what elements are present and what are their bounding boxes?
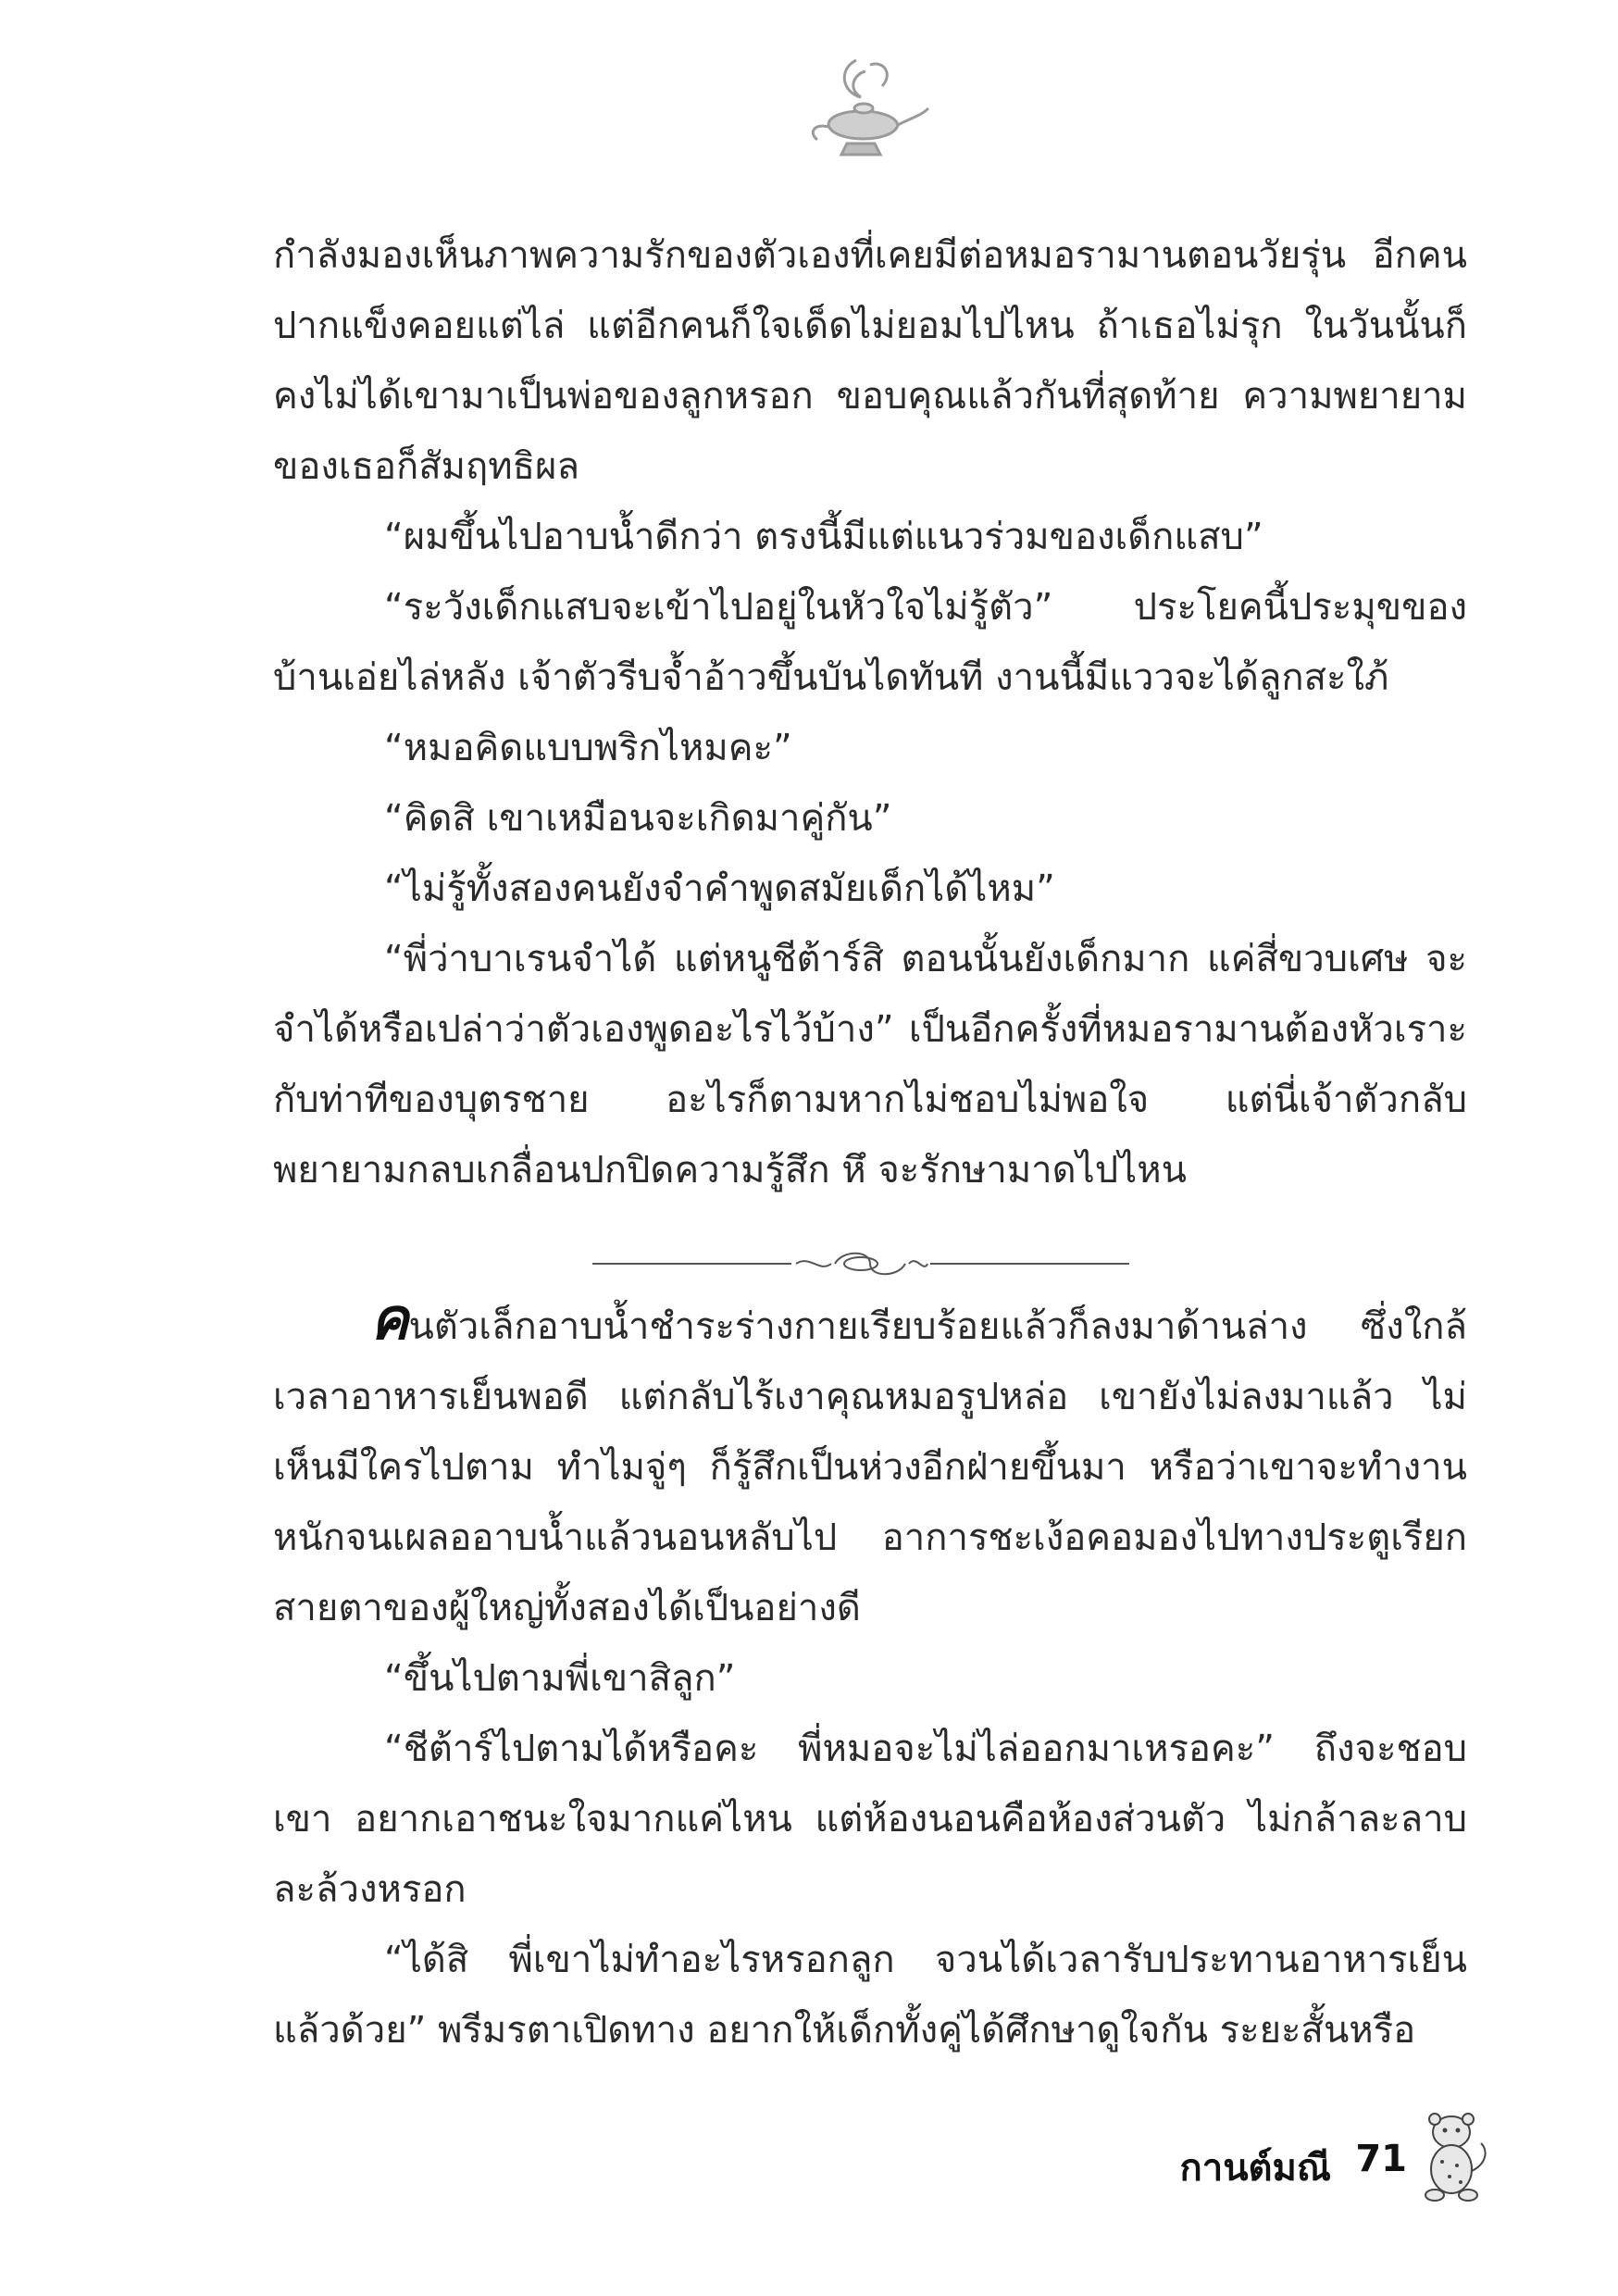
text-block-top bbox=[273, 220, 1467, 1205]
paragraph: “ไม่รู้ทั้งสองคนยังจำคำพูดสมัยเด็กได้ไหม” bbox=[384, 867, 1055, 910]
paragraph: “พี่ว่าบาเรนจำได้ แต่หนูชีต้าร์สิ ตอนนั้นยังเด็กมาก แค่สี่ขวบเศษ จะจำได้หรือเปล่าว่าตัวเองพูดอะไรไว้บ้าง” เป็นอีกครั้งที่หมอรามานต้องหัวเราะกับท่าทีของบุตรชาย อะไรก็ตามหากไม่ชอบไม่พอใจ แต่นี่เจ้าตัวกลับพยายามกลบเกลื่อนปกปิดความรู้สึก หึ จะรักษามาดไปไหน bbox=[273, 938, 1467, 1192]
paragraph: “หมอคิดแบบพริกไหมคะ” bbox=[384, 727, 792, 769]
page-number: 71 bbox=[1355, 2138, 1407, 2180]
book-title: กานต์มณี bbox=[1179, 2147, 1331, 2190]
text-block-bottom bbox=[273, 1285, 1467, 2065]
genie-lamp-icon bbox=[791, 51, 930, 171]
paragraph: กำลังมองเห็นภาพความรักของตัวเองที่เคยมีต่อหมอรามานตอนวัยรุ่น อีกคนปากแข็งคอยแต่ไล่ แต่อีกคนก็ใจเด็ดไม่ยอมไปไหน ถ้าเธอไม่รุก ในวันนั้นก็คงไม่ได้เขามาเป็นพ่อของลูกหรอก ขอบคุณแล้วกันที่สุดท้าย ความพยายามของเธอก็สัมฤทธิผล bbox=[273, 234, 1467, 488]
paragraph: “ระวังเด็กแสบจะเข้าไปอยู่ในหัวใจไม่รู้ตัว” ประโยคนี้ประมุขของบ้านเอ่ยไล่หลัง เจ้าตัวรีบจ้ำอ้าวขึ้นบันไดทันที งานนี้มีแววจะได้ลูกสะใภ้ bbox=[273, 586, 1467, 699]
paragraph: “ผมขึ้นไปอาบน้ำดีกว่า ตรงนี้มีแต่แนวร่วมของเด็กแสบ” bbox=[384, 516, 1263, 558]
paragraph: “ได้สิ พี่เขาไม่ทำอะไรหรอกลูก จวนได้เวลารับประทานอาหารเย็นแล้วด้วย” พรีมรตาเปิดทาง อยากให้เด็กทั้งคู่ได้ศึกษาดูใจกัน ระยะสั้นหรือ bbox=[273, 1939, 1467, 2052]
flourish-divider-icon bbox=[592, 1245, 1129, 1282]
paragraph: “ขึ้นไปตามพี่เขาสิลูก” bbox=[384, 1657, 736, 1700]
drop-cap: ค bbox=[370, 1285, 409, 1353]
paragraph-text: นตัวเล็กอาบน้ำชำระร่างกายเรียบร้อยแล้วก็ลงมาด้านล่าง ซึ่งใกล้เวลาอาหารเย็นพอดี แต่กลับไร้เงาคุณหมอรูปหล่อ เขายังไม่ลงมาแล้ว ไม่เห็นมีใครไปตาม ทำไมจู่ๆ ก็รู้สึกเป็นห่วงอีกฝ่ายขึ้นมา หรือว่าเขาจะทำงานหนักจนเผลออาบน้ำแล้วนอนหลับไป อาการชะเง้อคอมองไปทางประตูเรียกสายตาของผู้ใหญ่ทั้งสองได้เป็นอย่างดี bbox=[273, 1305, 1467, 1629]
paragraph: “ชีต้าร์ไปตามได้หรือคะ พี่หมอจะไม่ไล่ออกมาเหรอคะ” ถึงจะชอบเขา อยากเอาชนะใจมากแค่ไหน แต่ห้องนอนคือห้องส่วนตัว ไม่กล้าละลาบละล้วงหรอก bbox=[273, 1728, 1467, 1911]
cheetah-mascot-icon bbox=[1414, 2106, 1490, 2203]
page-footer bbox=[1139, 2106, 1509, 2208]
paragraph-dropcap bbox=[273, 1285, 1467, 1643]
paragraph: “คิดสิ เขาเหมือนจะเกิดมาคู่กัน” bbox=[384, 797, 892, 840]
